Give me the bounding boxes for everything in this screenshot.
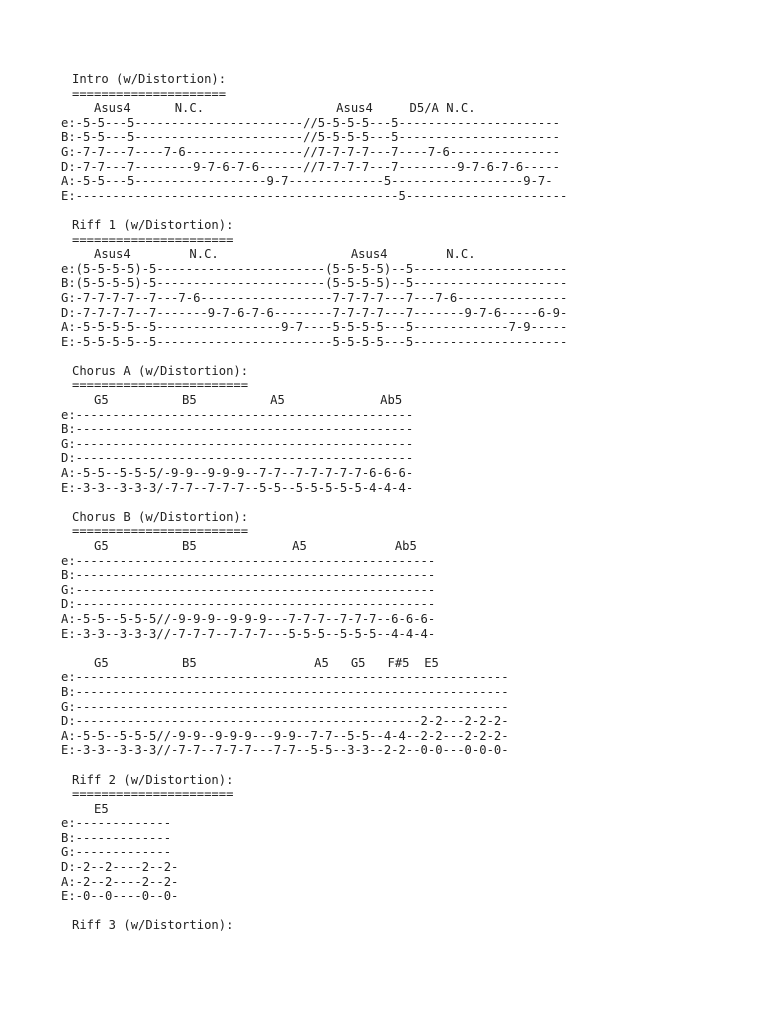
section-gap bbox=[72, 495, 567, 510]
section-title: Chorus B (w/Distortion): bbox=[72, 509, 249, 524]
tab-string-line: E:-0--0----0--0- bbox=[61, 889, 179, 904]
section-underline: ===================== bbox=[72, 86, 227, 101]
section-underline: ======================== bbox=[72, 524, 249, 539]
tab-string-line: D:-7-7-7-7--7-------9-7-6-7-6--------7-7-7-7---7-------9-7-6-----6-9- bbox=[61, 305, 568, 320]
section-gap bbox=[72, 758, 567, 773]
tab-section bbox=[61, 772, 567, 904]
tab-string-line: B:(5-5-5-5)-5-----------------------(5-5-5-5)--5--------------------- bbox=[61, 276, 568, 291]
tab-string-line: D:------------------------------------------------- bbox=[61, 597, 436, 612]
tab-string-line: G:---------------------------------------------- bbox=[61, 436, 414, 451]
tab-string-line: e:-5-5---5-----------------------//5-5-5-5---5---------------------- bbox=[61, 115, 560, 130]
section-underline: ======================== bbox=[72, 378, 249, 393]
tab-string-line: D:-7-7---7--------9-7-6-7-6------//7-7-7-7---7--------9-7-6-7-6----- bbox=[61, 159, 560, 174]
block-gap bbox=[72, 641, 567, 656]
tab-string-line: D:---------------------------------------------- bbox=[61, 451, 414, 466]
section-title: Chorus A (w/Distortion): bbox=[72, 363, 249, 378]
section-gap bbox=[72, 203, 567, 218]
section-underline: ====================== bbox=[72, 787, 234, 802]
tab-document bbox=[61, 72, 568, 933]
tab-string-line: E:-3-3--3-3-3/-7-7--7-7-7--5-5--5-5-5-5-5-4-4-4- bbox=[61, 480, 414, 495]
tab-string-line: B:---------------------------------------------- bbox=[61, 422, 414, 437]
tab-string-line: G:----------------------------------------------------------- bbox=[61, 699, 509, 714]
tab-string-line: B:-5-5---5-----------------------//5-5-5-5---5---------------------- bbox=[61, 130, 560, 145]
tab-string-line: A:-5-5-5-5--5-----------------9-7----5-5-5-5---5-------------7-9----- bbox=[61, 320, 568, 335]
chord-line: G5 B5 A5 G5 F#5 E5 bbox=[72, 655, 439, 670]
tab-string-line: e:---------------------------------------------- bbox=[61, 407, 414, 422]
tab-string-line: D:-----------------------------------------------2-2---2-2-2- bbox=[61, 714, 509, 729]
tab-string-line: B:------------------------------------------------- bbox=[61, 568, 436, 583]
section-title: Intro (w/Distortion): bbox=[72, 72, 227, 86]
tab-string-line: B:----------------------------------------------------------- bbox=[61, 684, 509, 699]
tab-string-line: G:-7-7---7----7-6----------------//7-7-7-7---7----7-6--------------- bbox=[61, 144, 560, 159]
section-underline: ====================== bbox=[72, 232, 234, 247]
tab-string-line: G:-7-7-7-7--7---7-6------------------7-7-7-7---7---7-6--------------- bbox=[61, 290, 568, 305]
tab-section bbox=[72, 918, 567, 933]
tab-string-line: E:-3-3--3-3-3//-7-7-7--7-7-7---5-5-5--5-5-5--4-4-4- bbox=[61, 626, 436, 641]
tab-section bbox=[61, 363, 567, 495]
chord-line: G5 B5 A5 Ab5 bbox=[72, 393, 403, 408]
tab-string-line: B:------------- bbox=[61, 830, 172, 845]
section-title: Riff 2 (w/Distortion): bbox=[72, 772, 234, 787]
section-title: Riff 1 (w/Distortion): bbox=[72, 217, 234, 232]
tab-string-line: E:-5-5-5-5--5------------------------5-5-5-5---5--------------------- bbox=[61, 334, 568, 349]
tab-section bbox=[61, 509, 567, 758]
tab-string-line: A:-5-5--5-5-5//-9-9--9-9-9---9-9--7-7--5-5--4-4--2-2---2-2-2- bbox=[61, 728, 509, 743]
section-title: Riff 3 (w/Distortion): bbox=[72, 918, 234, 933]
section-gap bbox=[72, 904, 567, 919]
tab-section bbox=[61, 72, 568, 203]
tab-string-line: G:------------------------------------------------- bbox=[61, 582, 436, 597]
chord-line: Asus4 N.C. Asus4 N.C. bbox=[72, 247, 476, 262]
tab-string-line: e:----------------------------------------------------------- bbox=[61, 670, 509, 685]
tab-string-line: e:------------- bbox=[61, 816, 172, 831]
tab-string-line: A:-5-5--5-5-5//-9-9-9--9-9-9---7-7-7--7-7-7--6-6-6- bbox=[61, 611, 436, 626]
tab-string-line: e:(5-5-5-5)-5-----------------------(5-5-5-5)--5--------------------- bbox=[61, 261, 568, 276]
chord-line: Asus4 N.C. Asus4 D5/A N.C. bbox=[72, 101, 476, 116]
tab-string-line: G:------------- bbox=[61, 845, 172, 860]
tab-string-line: A:-2--2----2--2- bbox=[61, 874, 179, 889]
tab-string-line: D:-2--2----2--2- bbox=[61, 860, 179, 875]
tab-section bbox=[61, 217, 568, 349]
tab-string-line: E:--------------------------------------------5---------------------- bbox=[61, 188, 568, 203]
tab-string-line: A:-5-5---5------------------9-7-------------5------------------9-7- bbox=[61, 174, 553, 189]
section-gap bbox=[72, 349, 567, 364]
tab-string-line: A:-5-5--5-5-5/-9-9--9-9-9--7-7--7-7-7-7-7-6-6-6- bbox=[61, 466, 414, 481]
tab-string-line: E:-3-3--3-3-3//-7-7--7-7-7---7-7--5-5--3-3--2-2--0-0---0-0-0- bbox=[61, 743, 509, 758]
chord-line: E5 bbox=[72, 801, 109, 816]
tab-string-line: e:------------------------------------------------- bbox=[61, 553, 436, 568]
chord-line: G5 B5 A5 Ab5 bbox=[72, 539, 417, 553]
